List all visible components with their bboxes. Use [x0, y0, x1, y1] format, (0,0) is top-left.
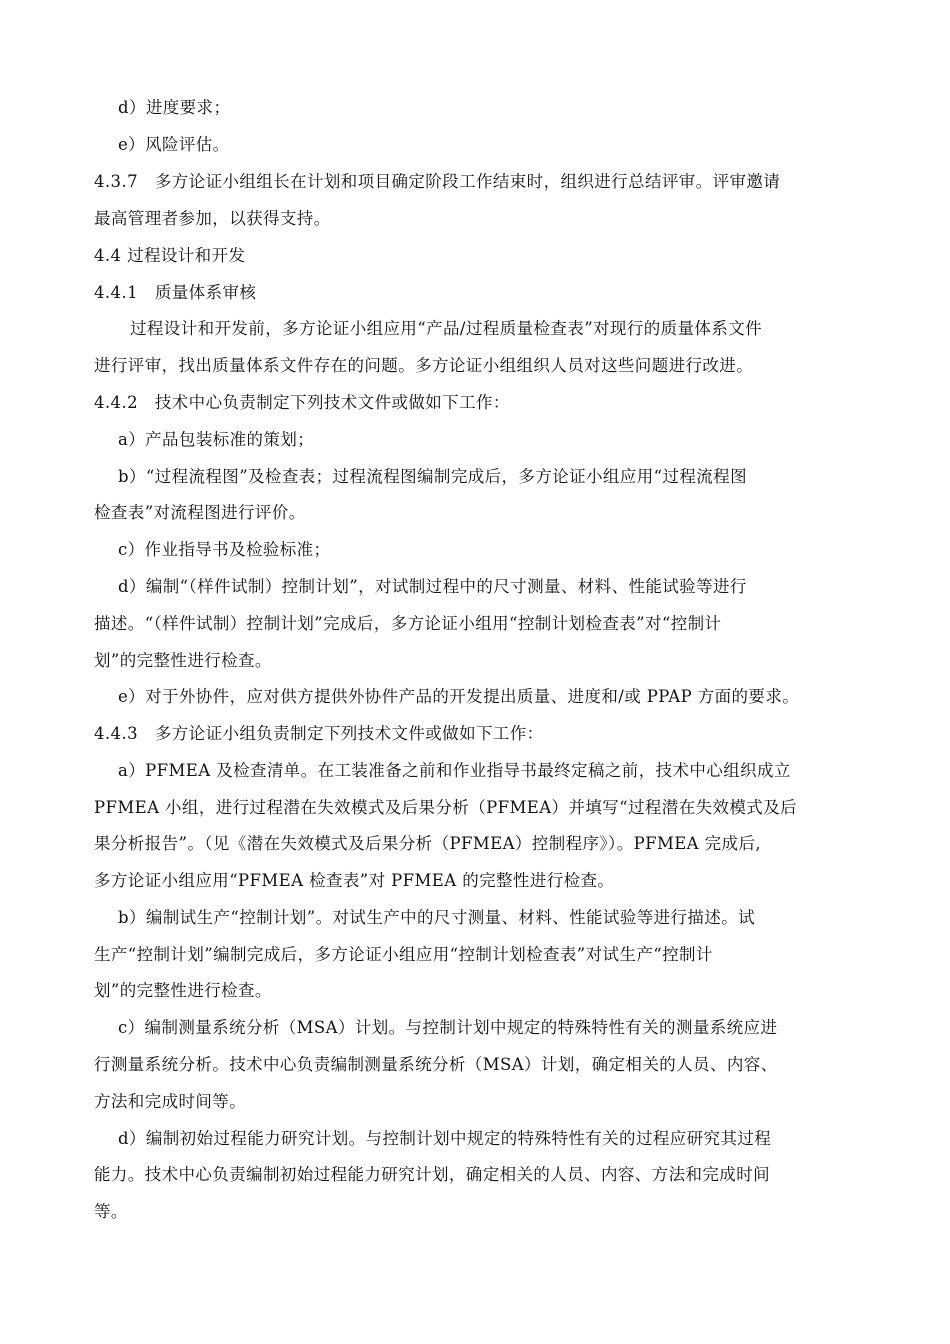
clause-heading-4-3-7: 4.3.7 多方论证小组组长在计划和项目确定阶段工作结束时，组织进行总结评审。评审邀请 [94, 172, 781, 191]
text-line: 过程设计和开发前，多方论证小组应用“产品/过程质量检查表”对现行的质量体系文件 [130, 319, 763, 338]
text-line: 能力。技术中心负责编制初始过程能力研究计划，确定相关的人员、内容、方法和完成时间 [94, 1165, 770, 1184]
text-line: 划”的完整性进行检查。 [94, 651, 272, 670]
text-line: b）编制试生产“控制计划”。对试生产中的尺寸测量、材料、性能试验等进行描述。试 [118, 908, 756, 927]
text-line: 生产“控制计划”编制完成后，多方论证小组应用“控制计划检查表”对试生产“控制计 [94, 945, 713, 964]
section-heading-4-4: 4.4 过程设计和开发 [94, 246, 246, 265]
text-line: 描述。“（样件试制）控制计划”完成后，多方论证小组用“控制计划检查表”对“控制计 [94, 614, 722, 633]
text-line: b）“过程流程图”及检查表；过程流程图编制完成后，多方论证小组应用“过程流程图 [118, 467, 747, 486]
text-line: 划”的完整性进行检查。 [94, 981, 272, 1000]
clause-heading-4-4-2: 4.4.2 技术中心负责制定下列技术文件或做如下工作： [94, 393, 510, 412]
text-line: a）产品包装标准的策划； [118, 430, 315, 449]
text-line: 方法和完成时间等。 [94, 1092, 247, 1111]
text-line: a）PFMEA 及检查清单。在工装准备之前和作业指导书最终定稿之前，技术中心组织成立 [118, 761, 791, 780]
text-line: 多方论证小组应用“PFMEA 检查表”对 PFMEA 的完整性进行检查。 [94, 871, 615, 890]
clause-heading-4-4-1: 4.4.1 质量体系审核 [94, 283, 257, 302]
text-line: c）作业指导书及检验标准； [118, 540, 331, 559]
text-line: d）编制“（样件试制）控制计划”，对试制过程中的尺寸测量、材料、性能试验等进行 [118, 577, 747, 596]
clause-heading-4-4-3: 4.4.3 多方论证小组负责制定下列技术文件或做如下工作： [94, 724, 544, 743]
text-line: 行测量系统分析。技术中心负责编制测量系统分析（MSA）计划，确定相关的人员、内容、 [94, 1055, 778, 1074]
text-line: e）风险评估。 [118, 135, 230, 154]
text-line: 检查表”对流程图进行评价。 [94, 503, 306, 522]
text-line: 果分析报告”。（见《潜在失效模式及后果分析（PFMEA）控制程序》）。PFMEA 完成后, [94, 834, 761, 853]
text-line: d）编制初始过程能力研究计划。与控制计划中规定的特殊特性有关的过程应研究其过程 [118, 1129, 772, 1148]
text-line: 最高管理者参加，以获得支持。 [94, 209, 331, 228]
text-line: 等。 [94, 1202, 128, 1221]
text-line: c）编制测量系统分析（MSA）计划。与控制计划中规定的特殊特性有关的测量系统应进 [118, 1018, 778, 1037]
text-line: 进行评审，找出质量体系文件存在的问题。多方论证小组组织人员对这些问题进行改进。 [94, 356, 754, 375]
text-line: d）进度要求； [118, 98, 231, 117]
text-line: e）对于外协件，应对供方提供外协件产品的开发提出质量、进度和/或 PPAP 方面的要求。 [118, 687, 800, 706]
text-line: PFMEA 小组，进行过程潜在失效模式及后果分析（PFMEA）并填写“过程潜在失效模式及后 [94, 798, 797, 817]
